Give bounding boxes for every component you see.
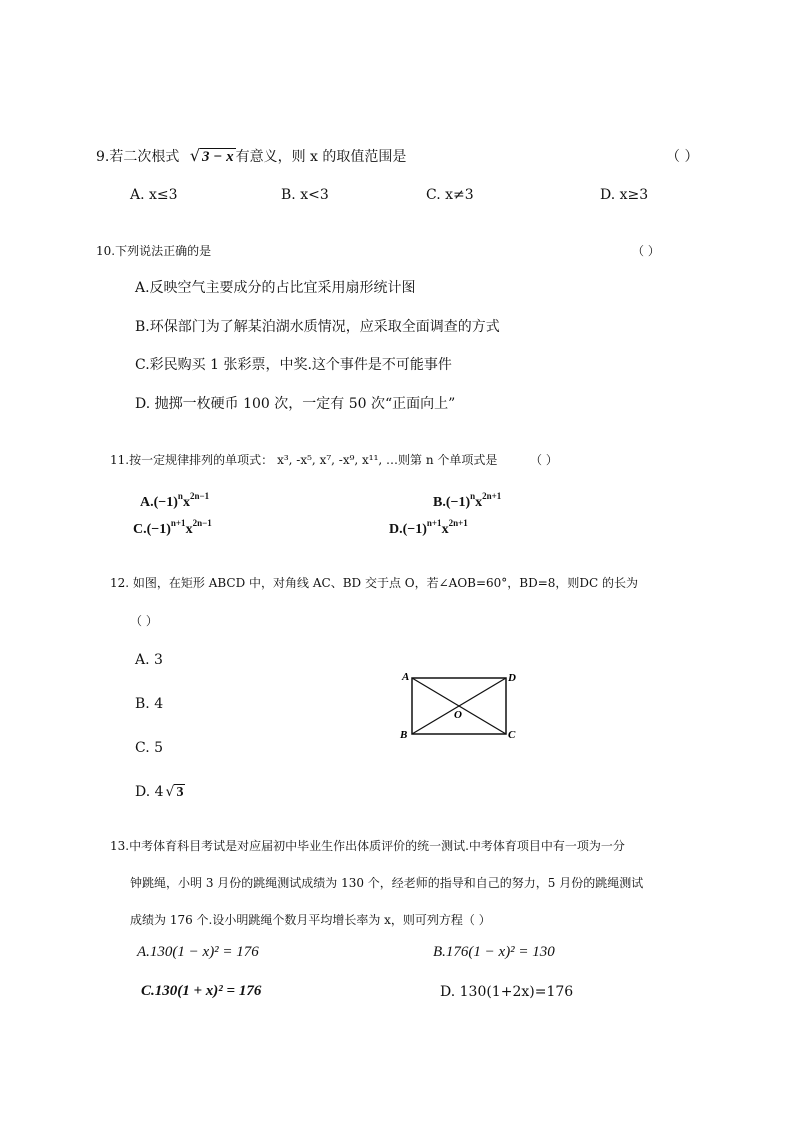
q13-stem-line1: 13.中考体育科目考试是对应届初中毕业生作出体质评价的统一测试.中考体育项目中有一项为一分 bbox=[110, 839, 625, 853]
q11-c-label: C.(−1) bbox=[133, 522, 171, 537]
q10-option-a[interactable]: A.反映空气主要成分的占比宜采用扇形统计图 bbox=[135, 280, 416, 296]
q11-option-b[interactable] bbox=[433, 491, 501, 511]
label-a: A bbox=[402, 671, 410, 683]
q9-answer-paren[interactable]: （ ） bbox=[666, 149, 699, 165]
q11-c-exp2: 2n−1 bbox=[192, 518, 212, 528]
q11-answer-paren[interactable]: （ ） bbox=[530, 453, 558, 467]
label-o: O bbox=[454, 709, 462, 721]
q12-option-a[interactable]: A. 3 bbox=[135, 652, 163, 668]
q11-a-label: A.(−1) bbox=[140, 495, 178, 510]
q13-option-a[interactable]: A.130(1 − x)² = 176 bbox=[137, 944, 259, 960]
q11-stem-text: 11.按一定规律排列的单项式： bbox=[110, 453, 274, 467]
q13-option-c[interactable]: C.130(1 + x)² = 176 bbox=[141, 983, 262, 999]
rectangle-figure bbox=[398, 668, 520, 746]
q11-d-exp2: 2n+1 bbox=[448, 518, 468, 528]
label-c: C bbox=[508, 729, 516, 741]
q12-option-d-radicand: 3 bbox=[176, 785, 184, 800]
q10-option-d[interactable]: D. 抛掷一枚硬币 100 次，一定有 50 次“正面向上” bbox=[135, 396, 456, 412]
q9-prefix: 9.若二次根式 bbox=[96, 149, 180, 165]
q9-suffix: 有意义，则 x 的取值范围是 bbox=[235, 149, 407, 165]
q10-stem: 10.下列说法正确的是 bbox=[96, 244, 212, 258]
q10-option-c[interactable]: C.彩民购买 1 张彩票，中奖.这个事件是不可能事件 bbox=[135, 357, 452, 373]
q13-option-b[interactable]: B.176(1 − x)² = 130 bbox=[433, 944, 555, 960]
q12-option-c[interactable]: C. 5 bbox=[135, 740, 164, 756]
q11-option-a[interactable] bbox=[140, 491, 209, 511]
q10-option-b[interactable]: B.环保部门为了解某泊湖水质情况，应采取全面调查的方式 bbox=[135, 319, 500, 335]
q11-option-c[interactable] bbox=[133, 518, 212, 538]
label-d: D bbox=[508, 672, 516, 684]
q11-d-label: D.(−1) bbox=[389, 522, 427, 537]
q11-option-d[interactable] bbox=[389, 518, 468, 538]
q13-stem-line2: 钟跳绳，小明 3 月份的跳绳测试成绩为 130 个，经老师的指导和自己的努力，5 月份的跳绳测试 bbox=[130, 876, 644, 890]
q12-option-b[interactable]: B. 4 bbox=[135, 696, 164, 712]
q10-answer-paren[interactable]: （ ） bbox=[632, 244, 660, 258]
q11-a-exp1: n bbox=[177, 491, 183, 501]
q9-option-c[interactable]: C. x≠3 bbox=[426, 187, 474, 203]
q11-c-exp1: n+1 bbox=[170, 518, 186, 528]
q11-a-base: x bbox=[182, 495, 190, 510]
q9-radical: √ 3 − x bbox=[189, 146, 234, 165]
q11-stem bbox=[110, 451, 497, 468]
q11-b-exp1: n bbox=[470, 491, 476, 501]
q11-a-exp2: 2n−1 bbox=[189, 491, 210, 501]
q12-option-d-prefix: D. 4 bbox=[135, 784, 164, 800]
q13-stem-line3: 成绩为 176 个.设小明跳绳个数月平均增长率为 x，则可列方程（ ） bbox=[130, 913, 491, 927]
q11-c-base: x bbox=[185, 522, 193, 537]
q12-stem: 12. 如图，在矩形 ABCD 中，对角线 AC、BD 交于点 O，若∠AOB=60°，BD=8，则DC 的长为 bbox=[110, 576, 639, 590]
q11-sequence: x³, -x⁵, x⁷, -x⁹, x¹¹, …则第 n 个单项式是 bbox=[277, 453, 498, 467]
q11-b-exp2: 2n+1 bbox=[482, 491, 502, 501]
q11-b-base: x bbox=[475, 495, 483, 510]
q12-option-d[interactable]: D. 4 √ 3 bbox=[135, 784, 184, 800]
q9-option-a[interactable]: A. x≤3 bbox=[130, 187, 178, 203]
q9-option-b[interactable]: B. x<3 bbox=[281, 187, 329, 203]
q9-stem bbox=[96, 146, 406, 166]
q11-d-base: x bbox=[441, 522, 449, 537]
label-b: B bbox=[400, 729, 408, 741]
q12-answer-paren[interactable]: （ ） bbox=[130, 614, 158, 628]
q13-option-d[interactable]: D. 130(1+2x)=176 bbox=[440, 984, 574, 1000]
q11-d-exp1: n+1 bbox=[426, 518, 442, 528]
q9-radicand: 3 − x bbox=[202, 149, 234, 165]
q11-b-label: B.(−1) bbox=[433, 495, 471, 510]
q9-option-d[interactable]: D. x≥3 bbox=[600, 187, 649, 203]
